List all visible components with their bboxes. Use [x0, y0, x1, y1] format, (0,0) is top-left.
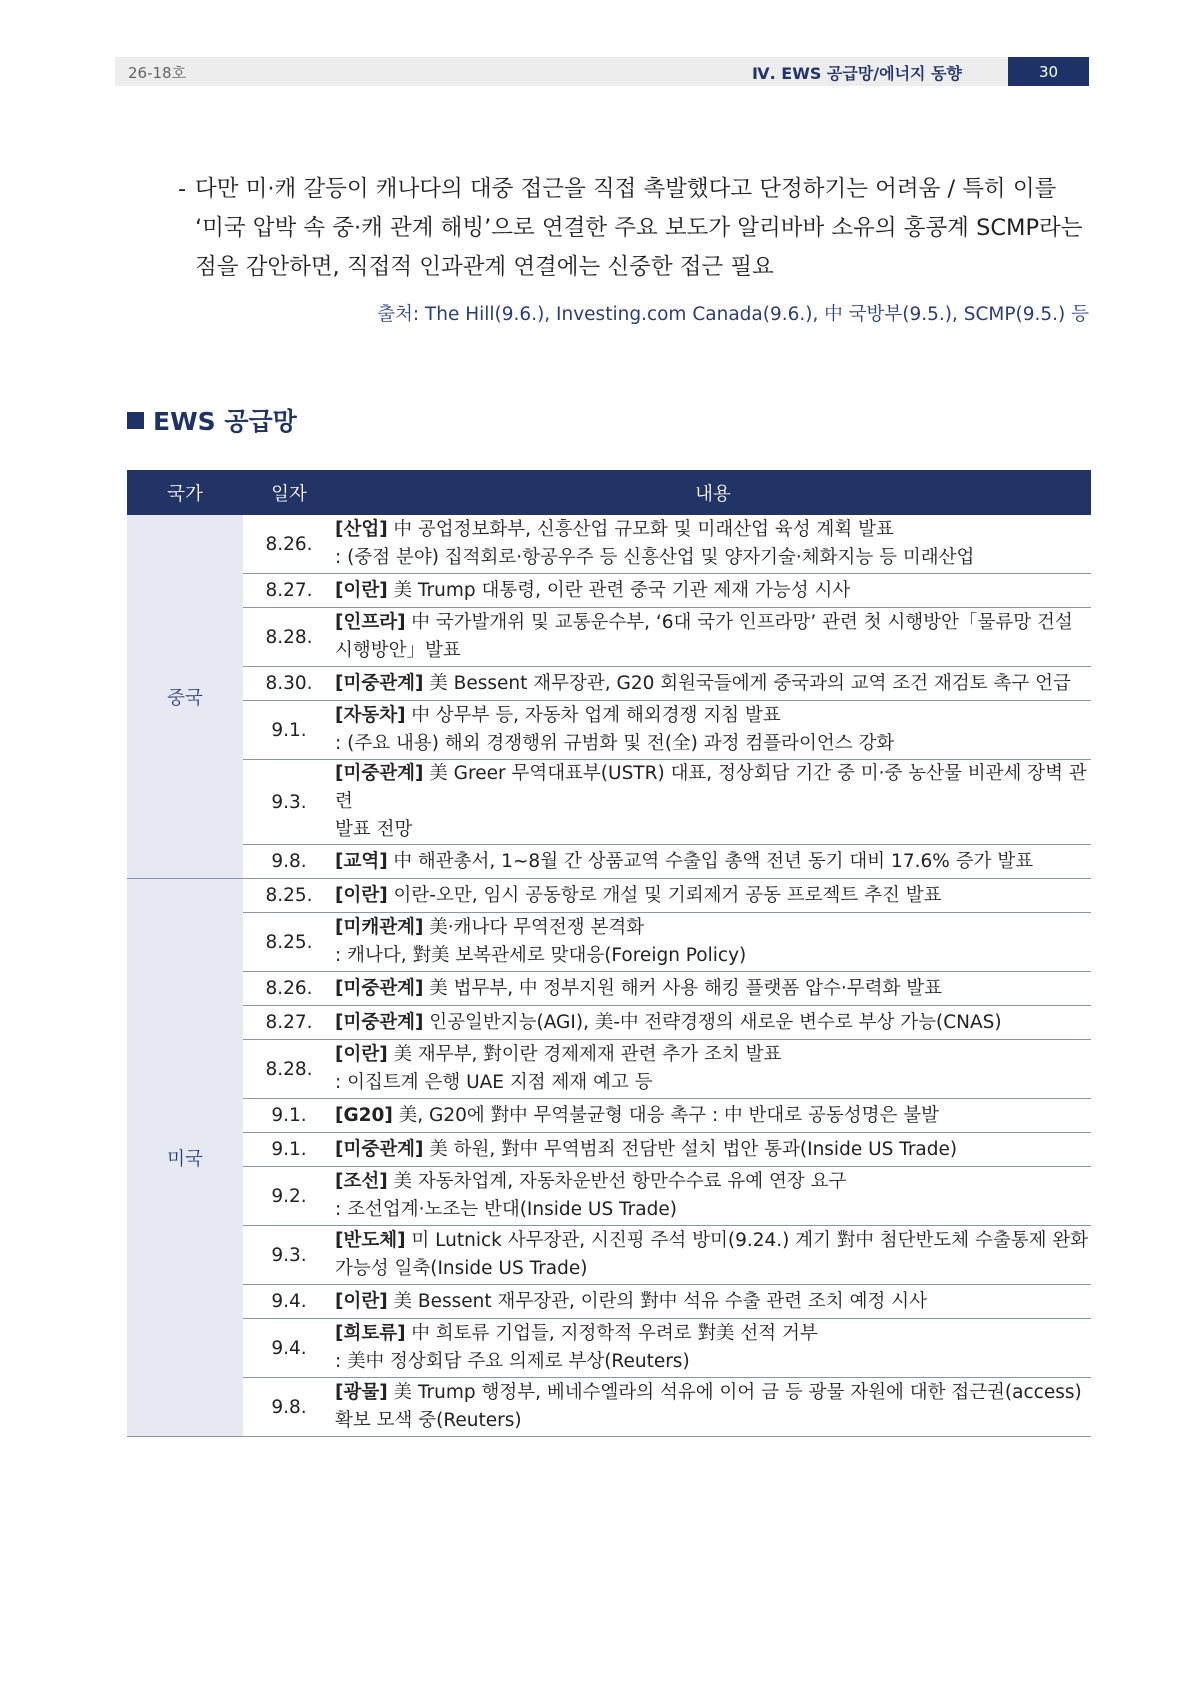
content-cell: [335, 1133, 1091, 1167]
content-line: [335, 914, 1091, 942]
content-cell: [335, 879, 1091, 913]
country-cell: 중국: [127, 515, 243, 879]
content-text: 中 공업정보화부, 신흥산업 규모화 및 미래산업 육성 계획 발표: [387, 519, 894, 540]
category-tag: [산업]: [335, 519, 388, 540]
content-text: 中 국가발개위 및 교통운수부, ‘6대 국가 인프라망’ 관련 첫 시행방안「물류망 건설: [405, 612, 1073, 633]
table-row: [127, 1319, 1091, 1378]
paragraph-line: 점을 감안하면, 직접적 인과관계 연결에는 신중한 접근 필요: [195, 254, 774, 280]
content-cell: [335, 845, 1091, 879]
square-bullet-icon: [127, 412, 144, 429]
category-tag: [인프라]: [335, 612, 406, 633]
category-tag: [희토류]: [335, 1323, 406, 1344]
table-row: [127, 574, 1091, 608]
table-row: [127, 1099, 1091, 1133]
content-line: [335, 1041, 1091, 1069]
content-line: [335, 670, 1091, 698]
content-detail: 시행방안」발표: [335, 640, 461, 661]
table-row: [127, 760, 1091, 845]
table-row: [127, 913, 1091, 972]
content-cell: [335, 608, 1091, 667]
content-text: 中 해관총서, 1~8월 간 상품교역 수출입 총액 전년 동기 대비 17.6% 증가 발표: [387, 850, 1034, 872]
category-tag: [이란]: [335, 1290, 388, 1312]
date-cell: 8.28.: [243, 608, 335, 667]
date-cell: 8.28.: [243, 1040, 335, 1099]
section-title: [127, 402, 297, 438]
date-cell: 8.26.: [243, 515, 335, 574]
date-cell: 9.8.: [243, 1378, 335, 1437]
date-cell: 8.27.: [243, 574, 335, 608]
content-line: [335, 1009, 1091, 1037]
date-cell: 8.27.: [243, 1006, 335, 1040]
content-text: 美 자동차업계, 자동차운반선 항만수수료 유예 연장 요구: [387, 1171, 847, 1192]
country-cell: 미국: [127, 879, 243, 1437]
table-row: [127, 879, 1091, 913]
date-cell: 9.4.: [243, 1319, 335, 1378]
section-name: Ⅳ. EWS 공급망/에너지 동향: [752, 64, 962, 83]
content-cell: [335, 1040, 1091, 1099]
content-text: 이란-오만, 임시 공동항로 개설 및 기뢰제거 공동 프로젝트 추진 발표: [387, 884, 942, 906]
content-text: 인공일반지능(AGI), 美-中 전략경쟁의 새로운 변수로 부상 가능(CNAS): [423, 1011, 1002, 1033]
table-row: [127, 1167, 1091, 1226]
table-row: [127, 972, 1091, 1006]
header-country: 국가: [127, 470, 243, 515]
category-tag: [미중관계]: [335, 1011, 424, 1033]
content-cell: [335, 760, 1091, 845]
content-cell: [335, 913, 1091, 972]
content-line: [335, 1136, 1091, 1164]
ews-supply-chain-table: [127, 470, 1091, 1437]
content-detail: : (중점 분야) 집적회로·항공우주 등 신흥산업 및 양자기술·체화지능 등 미래산업: [335, 547, 975, 568]
content-cell: [335, 701, 1091, 760]
content-detail: : 캐나다, 對美 보복관세로 맞대응(Foreign Policy): [335, 945, 747, 966]
content-cell: [335, 667, 1091, 701]
section-title-text: EWS 공급망: [153, 407, 297, 436]
content-cell: [335, 574, 1091, 608]
table-row: [127, 1040, 1091, 1099]
content-cell: [335, 1099, 1091, 1133]
category-tag: [미중관계]: [335, 672, 424, 694]
category-tag: [교역]: [335, 850, 388, 872]
category-tag: [반도체]: [335, 1230, 406, 1251]
content-text: 美 법무부, 中 정부지원 해커 사용 해킹 플랫폼 압수·무력화 발표: [423, 977, 943, 999]
content-detail: : (주요 내용) 해외 경쟁행위 규범화 및 전(全) 과정 컴플라이언스 강화: [335, 733, 895, 754]
date-cell: 8.25.: [243, 879, 335, 913]
bullet-dash: -: [178, 176, 187, 202]
category-tag: [광물]: [335, 1382, 388, 1403]
content-detail: : 조선업계·노조는 반대(Inside US Trade): [335, 1199, 677, 1220]
date-cell: 9.1.: [243, 1133, 335, 1167]
content-line: [335, 702, 1091, 730]
content-cell: [335, 1319, 1091, 1378]
paragraph-line: ‘미국 압박 속 중·캐 관계 해빙’으로 연결한 주요 보도가 알리바바 소유의 홍콩계 SCMP라는: [195, 215, 1083, 241]
content-text: 美 Bessent 재무장관, 이란의 對中 석유 수출 관련 조치 예정 시사: [387, 1290, 927, 1312]
date-cell: 9.2.: [243, 1167, 335, 1226]
table-row: [127, 608, 1091, 667]
content-text: 美 재무부, 對이란 경제제재 관련 추가 조치 발표: [387, 1044, 782, 1065]
content-text: 美 Trump 행정부, 베네수엘라의 석유에 이어 금 등 광물 자원에 대한 접근권(access): [387, 1382, 1082, 1403]
body-paragraph: [178, 170, 1093, 287]
category-tag: [미중관계]: [335, 763, 424, 784]
content-detail: 가능성 일축(Inside US Trade): [335, 1258, 588, 1279]
table-row: [127, 667, 1091, 701]
table-header-row: [127, 470, 1091, 515]
content-cell: [335, 1167, 1091, 1226]
content-detail: : 美中 정상회담 주요 의제로 부상(Reuters): [335, 1351, 690, 1372]
content-cell: [335, 972, 1091, 1006]
table-row: [127, 515, 1091, 574]
date-cell: 9.8.: [243, 845, 335, 879]
content-detail: 발표 전망: [335, 819, 413, 840]
header-content: 내용: [335, 470, 1091, 515]
content-text: 美, G20에 對中 무역불균형 대응 촉구 : 中 반대로 공동성명은 불발: [392, 1104, 939, 1126]
table-row: [127, 1006, 1091, 1040]
date-cell: 9.1.: [243, 1099, 335, 1133]
content-detail: : 이집트계 은행 UAE 지점 제재 예고 등: [335, 1072, 653, 1093]
content-line: [335, 882, 1091, 910]
category-tag: [조선]: [335, 1171, 388, 1192]
content-text: 美 Trump 대통령, 이란 관련 중국 기관 제재 가능성 시사: [387, 579, 851, 601]
category-tag: [이란]: [335, 1044, 388, 1065]
content-cell: [335, 1226, 1091, 1285]
issue-number: 26-18호: [128, 64, 187, 82]
table-row: [127, 1133, 1091, 1167]
page-number: 30: [1008, 57, 1089, 86]
content-text: 美 하원, 對中 무역범죄 전담반 설치 법안 통과(Inside US Trade): [423, 1138, 958, 1160]
content-cell: [335, 1006, 1091, 1040]
content-cell: [335, 515, 1091, 574]
date-cell: 9.4.: [243, 1285, 335, 1319]
category-tag: [미캐관계]: [335, 917, 424, 938]
content-line: [335, 1379, 1091, 1407]
content-line: [335, 516, 1091, 544]
date-cell: 8.26.: [243, 972, 335, 1006]
category-tag: [자동차]: [335, 705, 406, 726]
date-cell: 9.1.: [243, 701, 335, 760]
content-line: [335, 1320, 1091, 1348]
table-row: [127, 1378, 1091, 1437]
content-line: [335, 577, 1091, 605]
content-detail: 확보 모색 중(Reuters): [335, 1410, 522, 1431]
category-tag: [미중관계]: [335, 977, 424, 999]
date-cell: 8.25.: [243, 913, 335, 972]
source-citation: 출처: The Hill(9.6.), Investing.com Canada(9.6.), 中 국방부(9.5.), SCMP(9.5.) 등: [377, 304, 1089, 325]
content-text: 美 Greer 무역대표부(USTR) 대표, 정상회담 기간 중 미·중 농산물 비관세 장벽 관련: [335, 763, 1087, 812]
table-row: [127, 701, 1091, 760]
content-line: [335, 1102, 1091, 1130]
content-line: [335, 1227, 1091, 1255]
content-line: [335, 1288, 1091, 1316]
date-cell: 9.3.: [243, 1226, 335, 1285]
content-text: 中 상무부 등, 자동차 업계 해외경쟁 지침 발표: [405, 705, 781, 726]
content-text: 미 Lutnick 사무장관, 시진핑 주석 방미(9.24.) 계기 對中 첨단반도체 수출통제 완화: [405, 1230, 1089, 1251]
header-date: 일자: [243, 470, 335, 515]
table-row: [127, 1226, 1091, 1285]
table-row: [127, 845, 1091, 879]
content-line: [335, 848, 1091, 876]
category-tag: [G20]: [335, 1104, 393, 1126]
table-row: [127, 1285, 1091, 1319]
content-text: 中 희토류 기업들, 지정학적 우려로 對美 선적 거부: [405, 1323, 818, 1344]
date-cell: 9.3.: [243, 760, 335, 845]
content-line: [335, 760, 1091, 816]
content-line: [335, 975, 1091, 1003]
content-cell: [335, 1378, 1091, 1437]
category-tag: [이란]: [335, 579, 388, 601]
content-line: [335, 609, 1091, 637]
content-line: [335, 1168, 1091, 1196]
content-text: 美·캐나다 무역전쟁 본격화: [423, 917, 645, 938]
category-tag: [미중관계]: [335, 1138, 424, 1160]
paragraph-line: 다만 미·캐 갈등이 캐나다의 대중 접근을 직접 촉발했다고 단정하기는 어려움 / 특히 이를: [195, 176, 1057, 202]
content-cell: [335, 1285, 1091, 1319]
category-tag: [이란]: [335, 884, 388, 906]
content-text: 美 Bessent 재무장관, G20 회원국들에게 중국과의 교역 조건 재검토 촉구 언급: [423, 672, 1071, 694]
date-cell: 8.30.: [243, 667, 335, 701]
